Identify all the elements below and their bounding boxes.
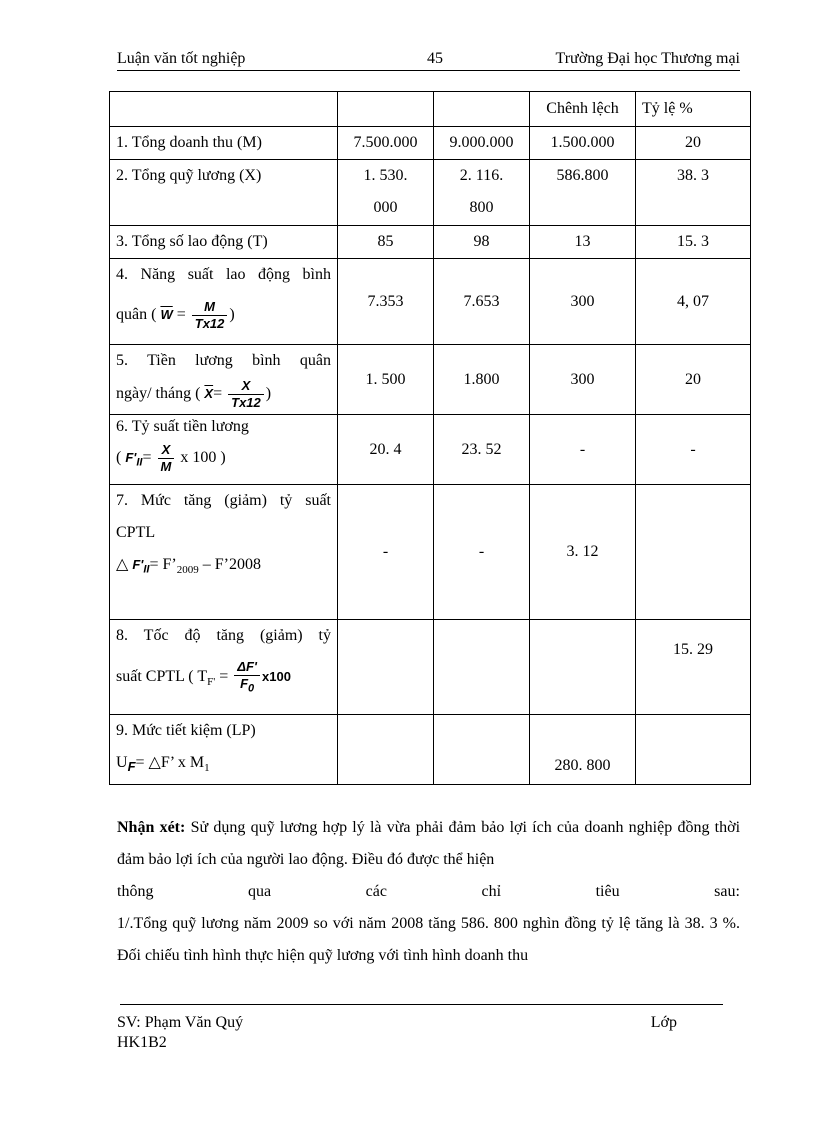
table-row	[110, 160, 751, 226]
formula-fraction	[158, 442, 175, 475]
cell-2008-line1: 1. 530.	[363, 167, 408, 184]
header-thesis-title: Luận văn tốt nghiệp	[117, 50, 246, 67]
label-text: quân (	[116, 306, 157, 323]
row-label-line1: 9. Mức tiết kiệm (LP)	[116, 722, 256, 739]
formula-tail: x100	[262, 669, 291, 684]
footer-class-label: Lớp	[650, 1014, 677, 1031]
cell-2008: 1. 500	[338, 345, 434, 415]
fraction-denominator: Tx12	[231, 394, 261, 410]
cell-2009-line2: 800	[469, 199, 494, 216]
formula-variable: $\overline{W}$	[160, 307, 173, 322]
cell-2009: -	[434, 485, 530, 620]
spread-word: thông	[117, 883, 154, 900]
row-label-line2	[116, 377, 331, 411]
row-label-line2	[116, 747, 331, 784]
row-label-line1: 8. Tốc độ tăng (giảm) tỷ	[116, 627, 331, 644]
cell-2009: 98	[434, 226, 530, 259]
cell-percent: 38. 3	[636, 160, 751, 226]
formula-equals: =	[213, 385, 223, 402]
spread-word: qua	[248, 883, 272, 900]
cell-2009	[434, 160, 530, 226]
cell-percent: 4, 07	[636, 259, 751, 345]
fraction-numerator: ΔF'	[234, 659, 260, 676]
row-label	[110, 620, 338, 715]
formula-close: )	[265, 385, 272, 402]
salary-analysis-table	[109, 91, 751, 785]
cell-2009: 9.000.000	[434, 127, 530, 160]
label-text: suất CPTL ( T	[116, 668, 208, 685]
table-row	[110, 715, 751, 785]
row-label: 3. Tổng số lao động (T)	[110, 226, 338, 259]
table-row	[110, 485, 751, 620]
remarks-paragraph	[117, 812, 740, 972]
table-row	[110, 415, 751, 485]
fraction-numerator: X	[228, 378, 264, 395]
page-header	[117, 50, 740, 71]
variable-subscript: II	[143, 563, 150, 576]
row-label	[110, 259, 338, 345]
row-label-line2: CPTL	[116, 524, 156, 541]
cell-2008	[338, 160, 434, 226]
table-row	[110, 226, 751, 259]
formula-equals: =	[142, 449, 152, 466]
cell-difference: 300	[530, 259, 636, 345]
row-label-line2	[116, 291, 331, 339]
table-row	[110, 620, 751, 715]
fraction-numerator: M	[192, 299, 228, 316]
spread-word: tiêu	[595, 883, 620, 900]
cell-difference: -	[530, 415, 636, 485]
cell-2008: 7.353	[338, 259, 434, 345]
remarks-point-1: 1/.Tổng quỹ lương năm 2009 so với năm 2008 tăng 586. 800 nghìn đồng tỷ lệ tăng là 38. 3 %. Đối chiếu tình hình thực hiện quỹ lương với tình hình doanh thu	[117, 915, 740, 964]
fraction-numerator: X	[158, 442, 175, 459]
formula-fraction	[192, 299, 228, 332]
table-row	[110, 345, 751, 415]
formula-rhs-tail: – F’2008	[198, 556, 261, 573]
cell-2008: 20. 4	[338, 415, 434, 485]
formula-equals: =	[215, 668, 229, 685]
remarks-intro	[117, 812, 740, 876]
row-label: 2. Tổng quỹ lương (X)	[110, 160, 338, 226]
formula-open: (	[116, 449, 122, 466]
row-label-line2	[116, 439, 331, 482]
cell-percent: -	[636, 415, 751, 485]
row-label: 1. Tổng doanh thu (M)	[110, 127, 338, 160]
fraction-denominator: M	[160, 458, 172, 474]
cell-difference: 13	[530, 226, 636, 259]
row-label-line1: 5. Tiền lương bình quân	[116, 352, 331, 369]
row-label	[110, 715, 338, 785]
header-cell	[338, 92, 434, 127]
label-subscript: F	[127, 759, 136, 775]
denominator-symbol: F	[240, 675, 249, 691]
cell-difference: 300	[530, 345, 636, 415]
variable-subscript: II	[136, 456, 143, 469]
cell-difference	[530, 620, 636, 715]
footer-divider	[120, 1004, 723, 1005]
formula-variable	[125, 450, 143, 469]
cell-percent: 15. 3	[636, 226, 751, 259]
rhs-subscript: 2009	[176, 564, 199, 577]
cell-difference: 586.800	[530, 160, 636, 226]
row-label-line1: 7. Mức tăng (giảm) tỷ suất	[116, 492, 331, 509]
cell-2008: 7.500.000	[338, 127, 434, 160]
cell-2009: 1.800	[434, 345, 530, 415]
label-text: ngày/ tháng (	[116, 385, 201, 402]
header-cell	[110, 92, 338, 127]
cell-2009-line1: 2. 116.	[459, 167, 504, 184]
cell-difference: 3. 12	[530, 485, 636, 620]
spread-word: sau:	[714, 883, 740, 900]
formula-rhs: = F’	[149, 556, 177, 573]
spread-word: các	[365, 883, 387, 900]
cell-2009: 7.653	[434, 259, 530, 345]
label-formula: = △F’ x M	[135, 754, 205, 771]
formula-fraction	[228, 378, 264, 411]
variable-symbol: F'	[125, 450, 137, 465]
remarks-text: Sử dụng quỹ lương hợp lý là vừa phải đảm bảo lợi ích của doanh nghiệp đồng thời đảm bảo lợi ích của người lao động. Điều đó được thể hiện	[117, 819, 741, 868]
table-header-row	[110, 92, 751, 127]
formula-variable	[132, 557, 150, 576]
header-cell	[434, 92, 530, 127]
cell-difference: 280. 800	[530, 715, 636, 785]
footer-student: SV: Phạm Văn Quý	[117, 1014, 244, 1031]
formula-tail: x 100 )	[180, 449, 226, 466]
variable-symbol: F'	[132, 557, 144, 572]
row-label-line3	[116, 549, 331, 586]
formula-variable: $\overline{X}$	[204, 386, 214, 401]
header-university: Trường Đại học Thương mại	[555, 50, 740, 67]
cell-2008: 85	[338, 226, 434, 259]
remarks-spread-line	[117, 876, 740, 908]
header-page-number: 45	[427, 50, 443, 67]
remarks-lead: Nhận xét:	[117, 819, 186, 836]
label-subscript-2: 1	[204, 762, 210, 775]
cell-2009	[434, 715, 530, 785]
formula-equals: =	[176, 306, 186, 323]
fraction-denominator: Tx12	[194, 315, 225, 331]
cell-2008	[338, 715, 434, 785]
cell-percent: 15. 29	[636, 620, 751, 715]
spread-word: chỉ	[481, 883, 502, 900]
fraction-denominator	[234, 676, 260, 697]
cell-2009	[434, 620, 530, 715]
denominator-subscript: 0	[248, 682, 255, 695]
formula-fraction	[234, 659, 260, 697]
cell-percent: 20	[636, 127, 751, 160]
cell-2008	[338, 620, 434, 715]
row-label	[110, 345, 338, 415]
table-row	[110, 127, 751, 160]
delta-triangle: △	[116, 556, 129, 573]
row-label	[110, 415, 338, 485]
row-label-line1: 6. Tỷ suất tiền lương	[116, 418, 249, 435]
label-symbol: U	[116, 754, 128, 771]
table-row	[110, 259, 751, 345]
cell-percent	[636, 715, 751, 785]
footer-class-code: HK1B2	[117, 1034, 167, 1051]
header-cell-percent: Tỷ lệ %	[636, 92, 751, 127]
header-cell-difference: Chênh lệch	[530, 92, 636, 127]
row-label	[110, 485, 338, 620]
formula-close: )	[229, 306, 235, 323]
label-subscript: F'	[207, 676, 216, 689]
page-footer	[117, 1013, 677, 1053]
row-label-line2	[116, 652, 331, 707]
cell-2009: 23. 52	[434, 415, 530, 485]
cell-percent: 20	[636, 345, 751, 415]
cell-2008: -	[338, 485, 434, 620]
cell-difference: 1.500.000	[530, 127, 636, 160]
cell-2008-line2: 000	[373, 199, 398, 216]
row-label-line1: 4. Năng suất lao động bình	[116, 266, 331, 283]
cell-percent	[636, 485, 751, 620]
